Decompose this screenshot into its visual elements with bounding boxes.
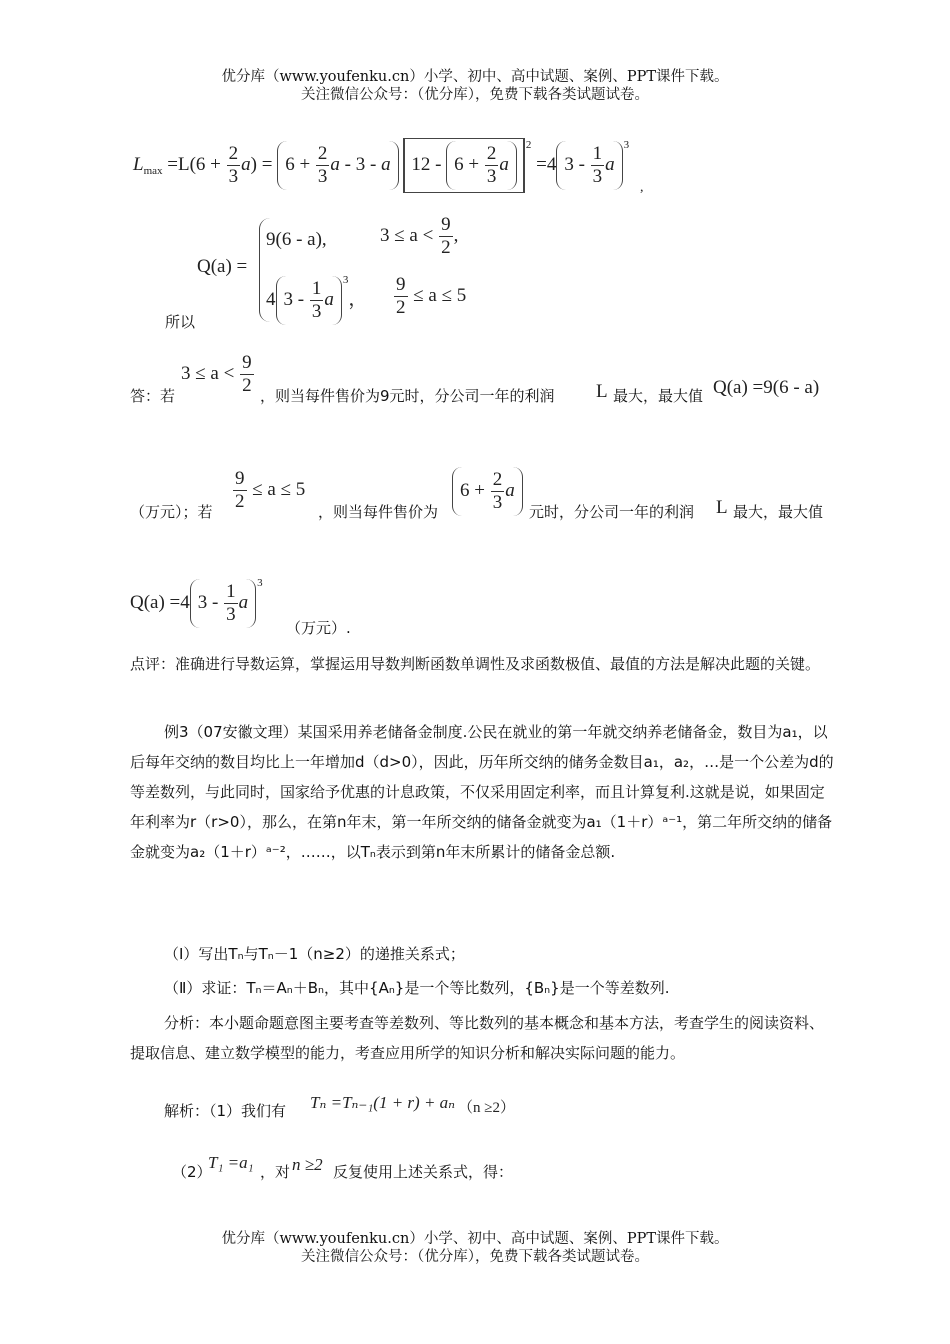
case1-expr: 9(6 - a), — [266, 229, 327, 250]
question-1: （Ⅰ）写出Tₙ与Tₙ－1（n≥2）的递推关系式； — [164, 945, 465, 963]
header-line-1: 优分库（www.youfenku.cn）小学、初中、高中试题、案例、PPT课件下载。 — [221, 69, 729, 85]
header-line-2: 关注微信公众号：（优分库），免费下载各类试题试卷。 — [301, 87, 649, 103]
comment-paragraph: 点评：准确进行导数运算，掌握运用导数判断函数单调性及求函数极值、最值的方法是解决此题的关键。 — [130, 655, 821, 673]
footer-line-1: 优分库（www.youfenku.cn）小学、初中、高中试题、案例、PPT课件下载。 — [221, 1231, 729, 1247]
square-exponent: 2 — [525, 138, 532, 151]
analysis-paragraph: 分析：本小题命题意图主要考查等差数列、等比数列的基本概念和基本方法，考查学生的阅读资料、提取信息、建立数学模型的能力，考查应用所学的知识分析和解决实际问题的能力。 — [130, 1014, 825, 1062]
l-symbol-2: L — [716, 497, 728, 518]
answer-line-2-prefix: （万元）；若 — [130, 503, 213, 521]
footer-line-2: 关注微信公众号：（优分库），免费下载各类试题试卷。 — [301, 1249, 649, 1265]
q-expr-1: Q(a) =9(6 - a) — [713, 377, 820, 398]
q-expr-2: Q(a) =4 3 - $\frac{1}{3}$ $a^3$ — [130, 577, 263, 628]
unit-end: （万元）. — [286, 619, 351, 637]
solution-1-formula: Tₙ =Tₙ₋₁(1 + r) + aₙ — [310, 1093, 456, 1112]
max-subscript: max — [143, 164, 163, 177]
answer-paren-expr: 6 + $\frac{2}{3}$ a — [452, 467, 523, 516]
page-footer — [0, 1230, 950, 1266]
l-symbol-1: L — [596, 381, 608, 402]
solution-1-cond: （n ≥2） — [458, 1100, 515, 1116]
answer-cond-1: 3 ≤ a < $\frac{9}{2}$ — [181, 352, 252, 396]
answer-line-2-text2: 元时，分公司一年的利润 — [529, 503, 695, 521]
page-header — [0, 68, 950, 104]
solution-2-suffix: 反复使用上述关系式，得： — [333, 1163, 514, 1181]
answer-line-2-text: ，则当每件售价为 — [318, 503, 439, 521]
fraction-2-3: $\frac{2}{3}$ — [228, 143, 239, 187]
solution-2-mid: ，对 — [260, 1163, 291, 1181]
formula1-comma: , — [640, 180, 644, 195]
answer-line-1: 答：若 — [130, 387, 176, 405]
max-text-2: 最大，最大值 — [733, 503, 824, 521]
question-2: （Ⅱ）求证：Tₙ＝Aₙ＋Bₙ，其中{Aₙ}是一个等比数列，{Bₙ}是一个等差数列. — [164, 979, 670, 997]
l-symbol: L — [133, 153, 144, 175]
solution-2-cond: n ≥2 — [292, 1155, 323, 1174]
bracket-group: 12 - 6 + $\frac{2}{3}$ a — [403, 138, 525, 193]
cube-exponent: 3 — [623, 138, 630, 151]
paren-group: 6 + $\frac{2}{3}$ a - 3 - a — [277, 141, 398, 190]
formula-lmax: $L_{max} =L(6$ + $\frac{2}{3}$ a) = 6 + $\frac{2}{3}$ a - 3 - a 12 - 6 + $\frac{2}{3}$ $a^2 =4$ 3 - $\frac{1}{3}$ $a^3$ — [133, 138, 629, 193]
answer-cond-2: $\frac{9}{2}$ ≤ a ≤ 5 — [235, 468, 306, 512]
solution-2-prefix: （2） — [172, 1163, 212, 1181]
example3-paragraph: 例3（07安徽文理）某国采用养老储备金制度.公民在就业的第一年就交纳养老储备金，数目为a₁，以后每年交纳的数目均比上一年增加d（d>0），因此，历年所交纳的储务金数目a₁，a₂，…是一个公差为d的等差数列，与此同时，国家给予优惠的计息政策，不仅采用固定利率，而且计算复利.这就是说，如果固定年利率为r（r>0），那么，在第n年末，第一年所交纳的储备金就变为a₁（1＋r）ᵃ⁻¹，第二年所交纳的储备金就变为a₂（1＋r）ᵃ⁻²，……，以Tₙ表示到第n年末所累计的储备金总额. — [130, 723, 834, 861]
case2-cond: $\frac{9}{2}$ ≤ a ≤ 5 — [396, 274, 467, 318]
q-lhs: Q(a) = — [197, 256, 248, 277]
formula1-part: =L(6 + — [167, 153, 221, 175]
solution-1-prefix: 解析：（1）我们有 — [164, 1102, 287, 1120]
case2-expr: 4 3 - $\frac{1}{3}$ $a^3$， — [266, 274, 367, 325]
answer-line-1-text: ，则当每件售价为9元时，分公司一年的利润 — [260, 387, 555, 405]
solution-2-formula: T₁ =a₁ — [208, 1153, 254, 1172]
suoyi-text: 所以 — [165, 313, 196, 331]
case1-cond: 3 ≤ a < $\frac{9}{2}$ , — [380, 214, 459, 258]
max-text-1: 最大，最大值 — [613, 387, 704, 405]
